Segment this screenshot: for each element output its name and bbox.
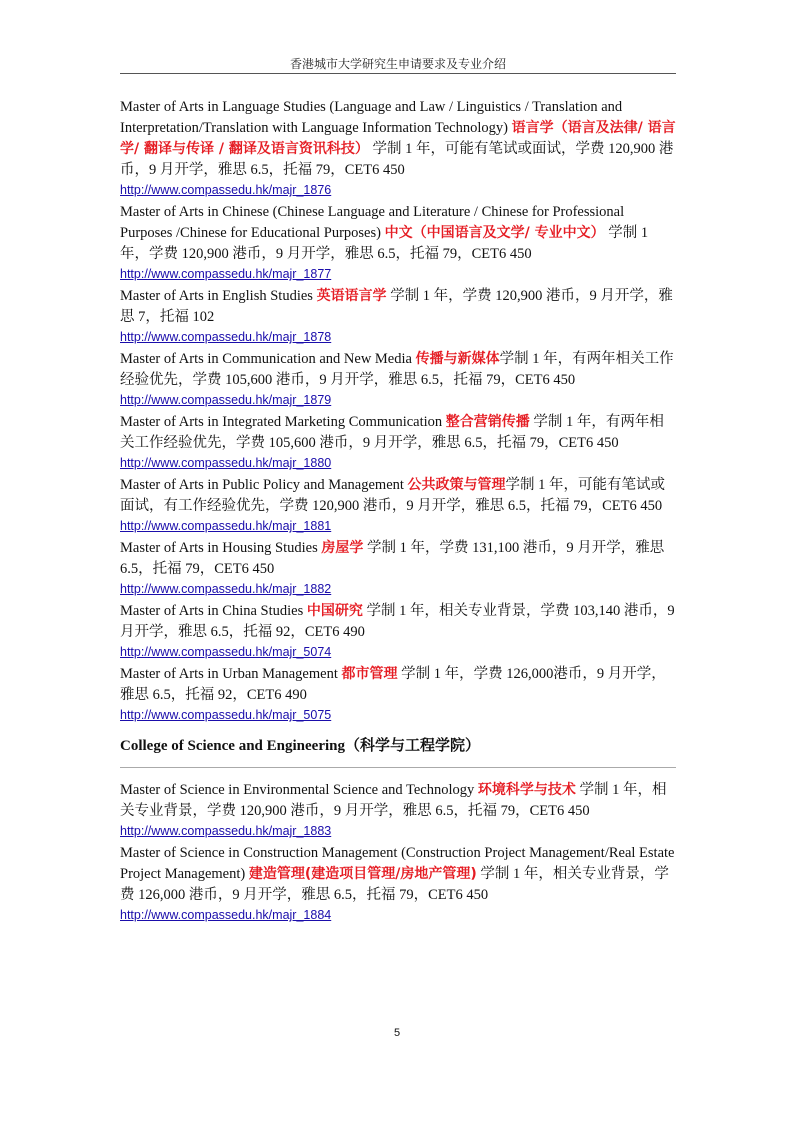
section-heading: College of Science and Engineering（科学与工程学院）	[120, 738, 480, 754]
program-chinese-name: 传播与新媒体	[415, 351, 500, 367]
program-details: 学制 1 年，可能有笔试或面试，学费 120,900 港币，9 月开学，雅思 6.5，托福 79，CET6 450	[120, 141, 674, 178]
program-link[interactable]: http://www.compassedu.hk/majr_5074	[120, 645, 332, 659]
program-details: 学制 1 年，学费 120,900 港币，9 月开学，雅思 6.5，托福 79，CET6 450	[120, 225, 649, 262]
program-link[interactable]: http://www.compassedu.hk/majr_1884	[120, 908, 332, 922]
program-chinese-name: 公共政策与管理	[407, 477, 506, 493]
program-link[interactable]: http://www.compassedu.hk/majr_1880	[120, 456, 332, 470]
program-entry	[120, 349, 676, 410]
program-english-name: Master of Arts in Chinese (Chinese Language and Literature / Chinese for Professional Purposes /Chinese for Educational Purposes)	[120, 204, 625, 241]
program-entry	[120, 601, 676, 662]
program-entry	[120, 843, 676, 925]
program-entry	[120, 780, 676, 841]
program-entry	[120, 286, 676, 347]
program-details: 学制 1 年，相关专业背景，学费 120,900 港币，9 月开学，雅思 6.5，托福 79，CET6 450	[120, 782, 667, 819]
program-link[interactable]: http://www.compassedu.hk/majr_1876	[120, 183, 332, 197]
program-english-name: Master of Arts in Public Policy and Management	[120, 477, 408, 493]
program-link[interactable]: http://www.compassedu.hk/majr_5075	[120, 708, 332, 722]
program-details: 学制 1 年，有两年相关工作经验优先，学费 105,600 港币，9 月开学，雅思 6.5，托福 79，CET6 450	[120, 414, 664, 451]
program-chinese-name: 中文（中国语言及文学/ 专业中文）	[384, 225, 605, 241]
program-details: 学制 1 年，可能有笔试或面试，有工作经验优先，学费 120,900 港币，9 月开学，雅思 6.5，托福 79，CET6 450	[120, 477, 666, 514]
program-chinese-name: 英语语言学	[316, 288, 387, 304]
program-entry	[120, 475, 676, 536]
program-english-name: Master of Arts in Communication and New Media	[120, 351, 416, 367]
page-number: 5	[393, 1027, 401, 1039]
header-divider	[120, 73, 676, 74]
program-details: 学制 1 年，学费 120,900 港币，9 月开学，雅思 7，托福 102	[120, 288, 673, 325]
program-link[interactable]: http://www.compassedu.hk/majr_1881	[120, 519, 332, 533]
program-entry	[120, 664, 676, 725]
program-chinese-name: 整合营销传播	[445, 414, 530, 430]
section-divider	[120, 767, 676, 768]
program-link[interactable]: http://www.compassedu.hk/majr_1879	[120, 393, 332, 407]
program-english-name: Master of Arts in Urban Management	[120, 666, 342, 682]
program-english-name: Master of Arts in Language Studies (Language and Law / Linguistics / Translation and Interpretation/Translation with Language Information Technology)	[120, 99, 623, 136]
program-entry	[120, 538, 676, 599]
program-details: 学制 1 年，相关专业背景，学费 126,000 港币，9 月开学，雅思 6.5，托福 79，CET6 450	[120, 866, 669, 903]
program-english-name: Master of Arts in Integrated Marketing Communication	[120, 414, 446, 430]
document-body	[120, 97, 676, 927]
program-chinese-name: 房屋学	[321, 540, 364, 556]
program-entry	[120, 412, 676, 473]
program-english-name: Master of Science in Environmental Science and Technology	[120, 782, 478, 798]
program-english-name: Master of Arts in English Studies	[120, 288, 317, 304]
program-details: 学制 1 年，相关专业背景，学费 103,140 港币，9 月开学，雅思 6.5，托福 92，CET6 490	[120, 603, 675, 640]
program-chinese-name: 语言学（语言及法律/ 语言学/ 翻译与传译 / 翻译及语言资讯科技）	[120, 120, 676, 157]
program-details: 学制 1 年，学费 126,000港币，9 月开学，雅思 6.5，托福 92，CET6 490	[120, 666, 666, 703]
program-link[interactable]: http://www.compassedu.hk/majr_1883	[120, 824, 332, 838]
program-details: 学制 1 年，有两年相关工作经验优先，学费 105,600 港币，9 月开学，雅思 6.5，托福 79，CET6 450	[120, 351, 674, 388]
program-english-name: Master of Science in Construction Management (Construction Project Management/Real Estate Project Management)	[120, 845, 675, 882]
program-chinese-name: 中国研究	[306, 603, 363, 619]
program-link[interactable]: http://www.compassedu.hk/majr_1882	[120, 582, 332, 596]
program-english-name: Master of Arts in Housing Studies	[120, 540, 322, 556]
program-entry	[120, 97, 676, 200]
program-link[interactable]: http://www.compassedu.hk/majr_1878	[120, 330, 332, 344]
program-english-name: Master of Arts in China Studies	[120, 603, 307, 619]
program-details: 学制 1 年，学费 131,100 港币，9 月开学，雅思 6.5，托福 79，CET6 450	[120, 540, 665, 577]
program-entry	[120, 202, 676, 284]
page-header: 香港城市大学研究生申请要求及专业介绍	[289, 57, 506, 71]
program-chinese-name: 都市管理	[341, 666, 398, 682]
program-chinese-name: 建造管理(建造项目管理/房地产管理)	[248, 866, 477, 882]
program-link[interactable]: http://www.compassedu.hk/majr_1877	[120, 267, 332, 281]
program-chinese-name: 环境科学与技术	[477, 782, 576, 798]
